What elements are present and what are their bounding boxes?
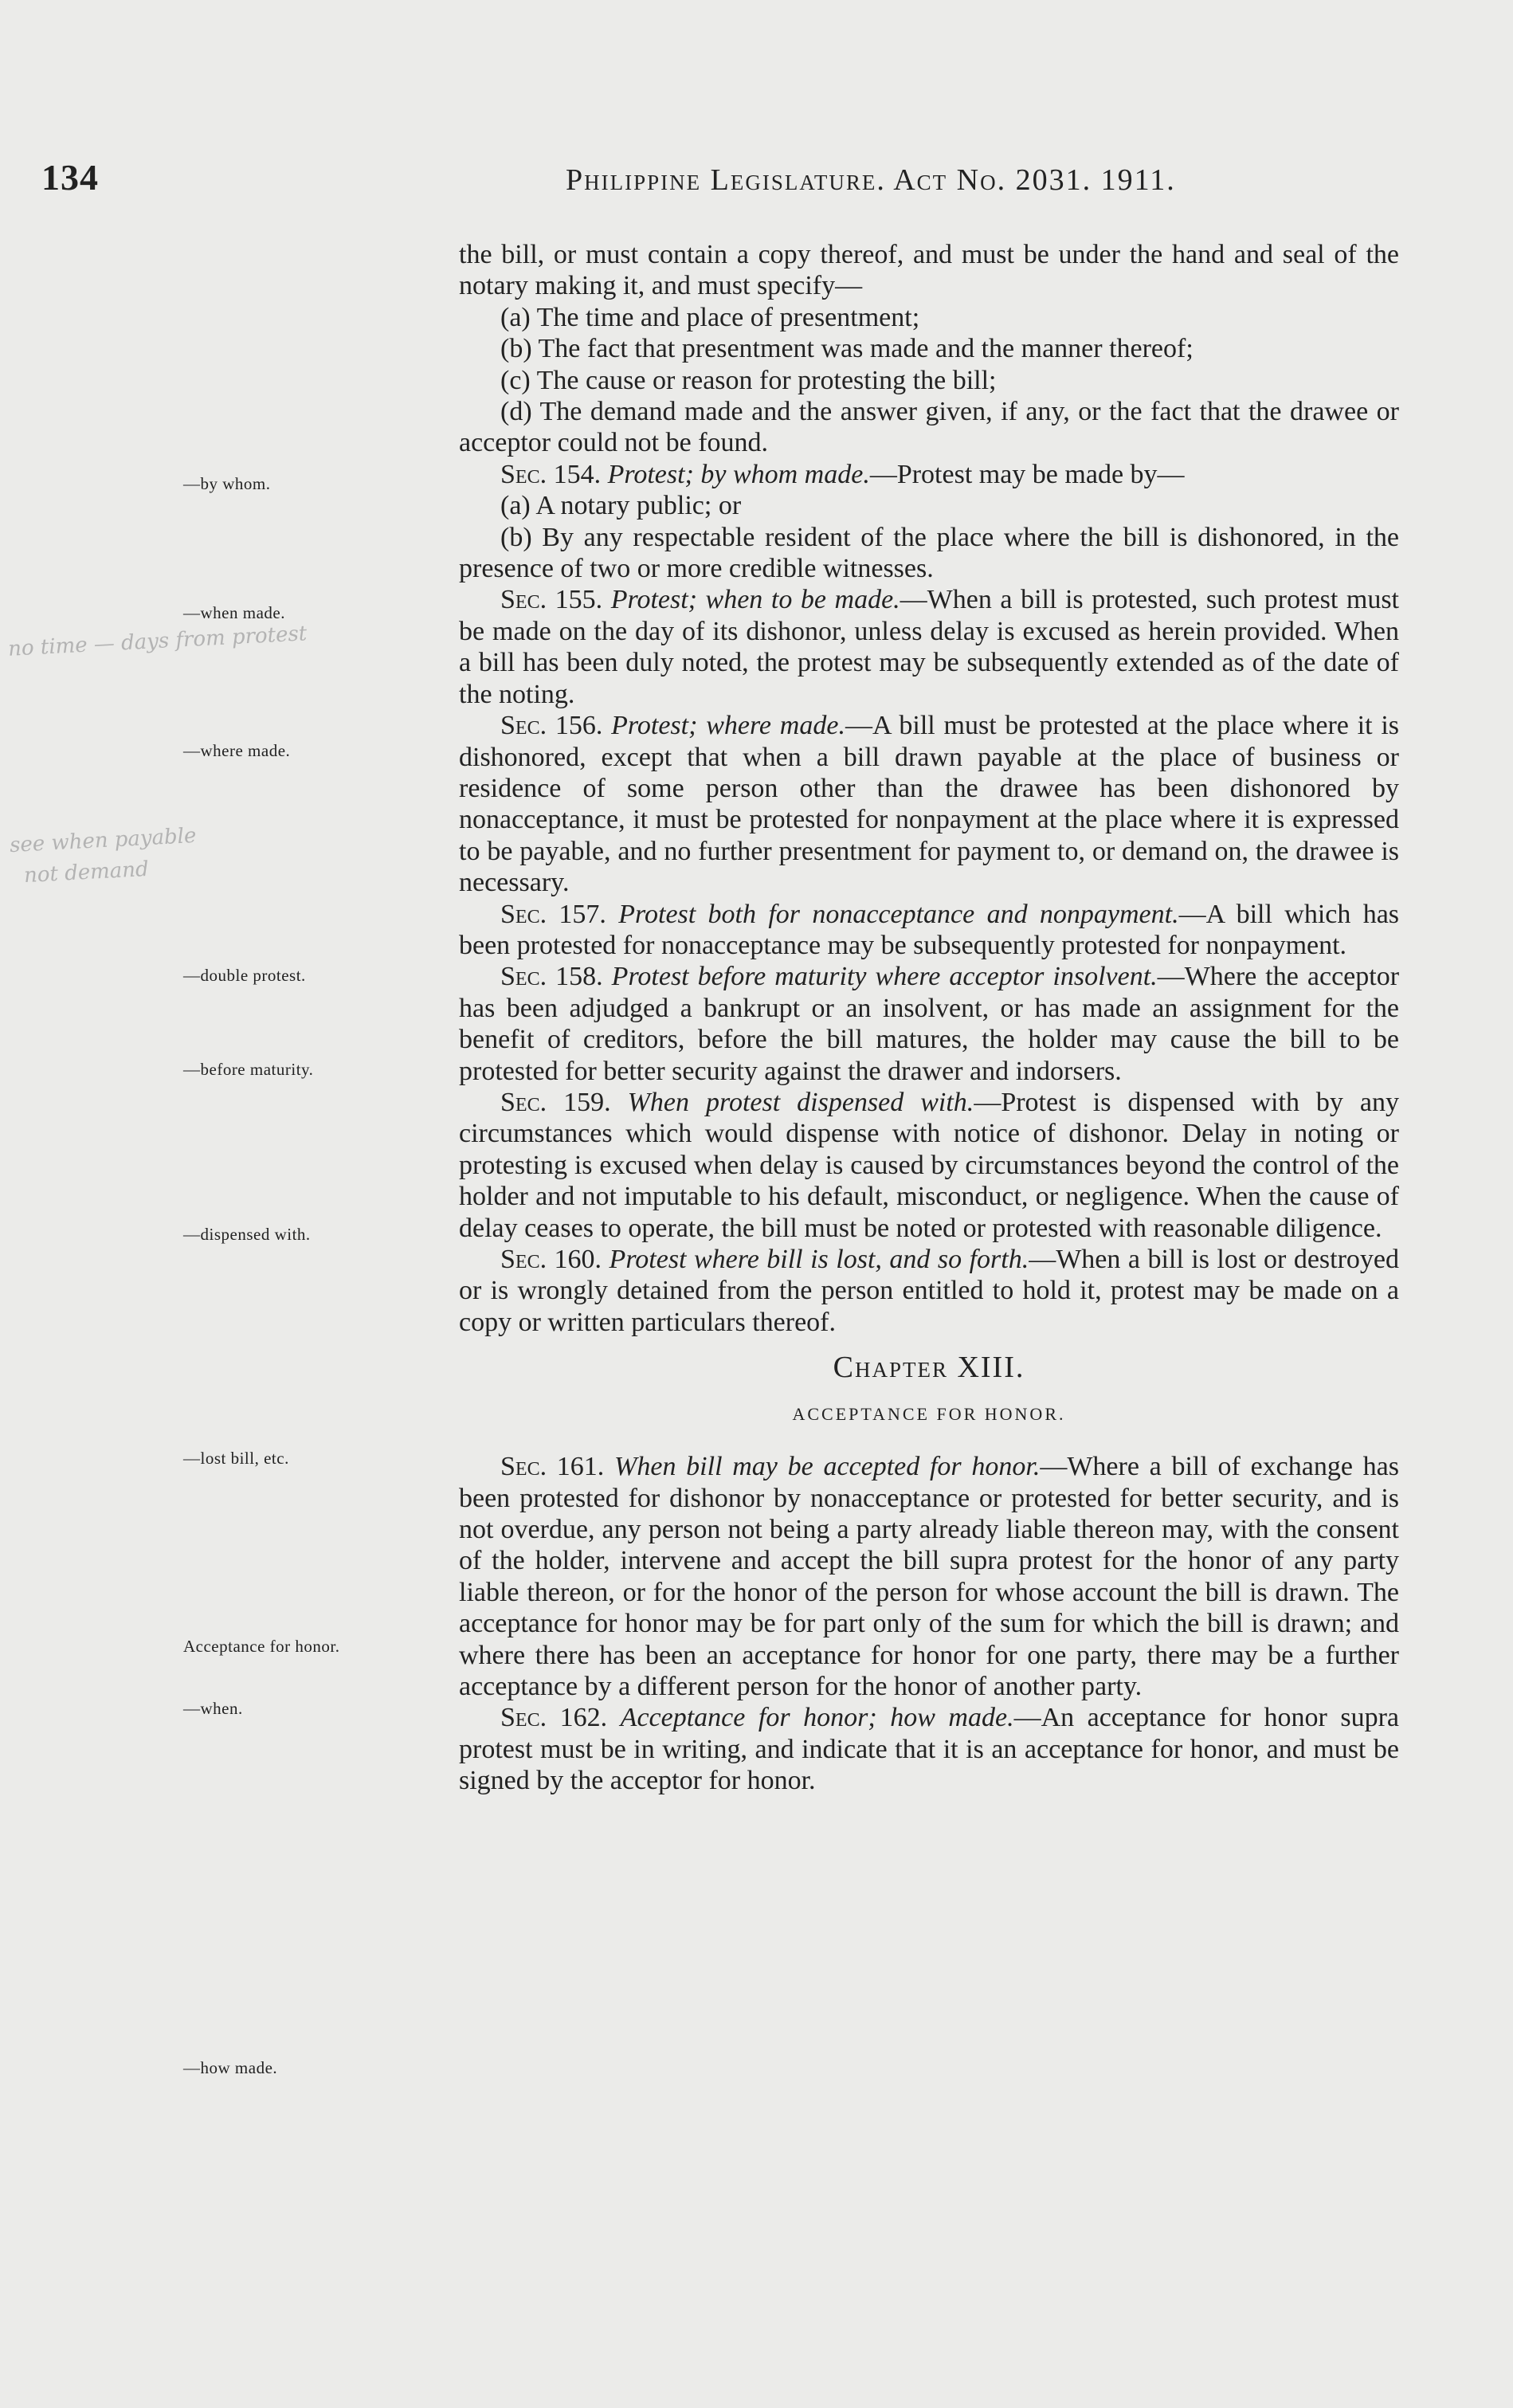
handwritten-note: no time — days from protest xyxy=(7,622,308,661)
section-160 xyxy=(459,1244,1399,1338)
section-161 xyxy=(459,1451,1399,1702)
section-text: —A bill which has been protested for nonacceptance may be subsequently protested for nonpayment. xyxy=(459,899,1400,960)
section-title: Protest both for nonacceptance and nonpayment. xyxy=(618,899,1179,929)
section-159 xyxy=(459,1087,1399,1244)
section-number: Sec. 157. xyxy=(500,899,606,929)
margin-note-where-made: —where made. xyxy=(183,741,291,760)
section-text: —Protest is dispensed with by any circumstances which would dispense with notice of dishonor. Delay in noting or protesting is excused when delay is caused by circumstances beyond the control of the holder and not imputable to his default, misconduct, or negligence. When the cause of delay ceases to operate, the bill must be noted or protested with reasonable diligence. xyxy=(459,1087,1400,1243)
margin-note-dispensed-with: —dispensed with. xyxy=(183,1225,311,1244)
section-title: When bill may be accepted for honor. xyxy=(614,1452,1041,1482)
section-text: —A bill must be protested at the place where it is dishonored, except that when a bill drawn payable at the place of business or residence of some person other than the drawee has been dishonored by nonacceptance, it must be protested for nonpayment at the place where it is expressed to be payable, and no further presentment for payment to, or demand on, the drawee is necessary. xyxy=(459,711,1400,898)
margin-note-double-protest: —double protest. xyxy=(183,966,306,985)
section-154 xyxy=(459,459,1399,490)
section-title: Protest before maturity where acceptor insolvent. xyxy=(611,962,1158,992)
list-item: (b) By any respectable resident of the place where the bill is dishonored, in the presence of two or more credible witnesses. xyxy=(459,522,1399,584)
margin-note-acceptance-for-honor: Acceptance for honor. xyxy=(183,1637,340,1656)
paragraph-continuation: the bill, or must contain a copy thereof, and must be under the hand and seal of the notary making it, and must specify— xyxy=(459,240,1399,301)
section-title: Protest; where made. xyxy=(611,711,845,741)
section-158 xyxy=(459,961,1399,1087)
handwritten-note: see when payable xyxy=(9,823,198,858)
section-number: Sec. 155. xyxy=(500,585,603,615)
section-title: When protest dispensed with. xyxy=(627,1087,974,1117)
section-162 xyxy=(459,1702,1399,1796)
body-text xyxy=(459,239,1399,1797)
handwritten-note: not demand xyxy=(23,857,150,888)
running-head: Philippine Legislature. Act No. 2031. 1911. xyxy=(566,163,1176,197)
page-number: 134 xyxy=(41,157,99,198)
list-item: (b) The fact that presentment was made and the manner thereof; xyxy=(500,334,1194,364)
margin-note-how-made: —how made. xyxy=(183,2058,278,2077)
section-text: —An acceptance for honor supra protest must be in writing, and indicate that it is an acceptance for honor, and must be signed by the acceptor for honor. xyxy=(459,1703,1400,1796)
section-number: Sec. 160. xyxy=(500,1245,602,1274)
chapter-subtitle: ACCEPTANCE FOR HONOR. xyxy=(792,1404,1066,1425)
section-number: Sec. 161. xyxy=(500,1452,605,1482)
section-text: —When a bill is lost or destroyed or is wrongly detained from the person entitled to hold it, protest may be made on a copy or written particulars thereof. xyxy=(459,1245,1400,1337)
section-title: Protest; when to be made. xyxy=(610,585,900,615)
section-number: Sec. 154. xyxy=(500,459,602,489)
section-156 xyxy=(459,710,1399,898)
section-title: Acceptance for honor; how made. xyxy=(620,1703,1014,1733)
section-number: Sec. 158. xyxy=(500,962,603,992)
section-title: Protest where bill is lost, and so forth. xyxy=(609,1245,1029,1274)
section-text: —Protest may be made by— xyxy=(869,459,1185,489)
section-text: —Where a bill of exchange has been protested for dishonor by nonacceptance or protested for better security, and is not overdue, any person not being a party already liable thereon may, with the consent of the holder, intervene and accept the bill supra protest for the honor of any party liable thereon, or for the honor of the person for whose account the bill is drawn. The acceptance for honor may be for part only of the sum for which the bill is drawn; and where there has been an acceptance for honor for one party, there may be a further acceptance by a different person for the honor of another party. xyxy=(459,1452,1400,1702)
section-157 xyxy=(459,899,1399,962)
section-title: Protest; by whom made. xyxy=(607,459,870,489)
list-item: (d) The demand made and the answer given, if any, or the fact that the drawee or acceptor could not be found. xyxy=(459,397,1399,458)
margin-note-when-made: —when made. xyxy=(183,603,285,622)
section-number: Sec. 159. xyxy=(500,1087,611,1117)
chapter-title: Chapter XIII. xyxy=(833,1351,1025,1385)
section-text: —Where the acceptor has been adjudged a bankrupt or an insolvent, or has made an assignment for the benefit of creditors, before the bill matures, the holder may cause the bill to be protested for better security against the drawer and indorsers. xyxy=(459,962,1400,1086)
section-number: Sec. 162. xyxy=(500,1703,608,1733)
margin-note-before-maturity: —before maturity. xyxy=(183,1060,314,1079)
list-item: (a) A notary public; or xyxy=(500,491,742,521)
list-item: (a) The time and place of presentment; xyxy=(500,302,920,332)
section-155 xyxy=(459,584,1399,710)
list-item: (c) The cause or reason for protesting the bill; xyxy=(500,365,997,395)
section-number: Sec. 156. xyxy=(500,711,603,741)
margin-note-by-whom: —by whom. xyxy=(183,474,271,493)
margin-note-lost-bill: —lost bill, etc. xyxy=(183,1449,289,1468)
section-text: —When a bill is protested, such protest must be made on the day of its dishonor, unless delay is excused as herein provided. When a bill has been duly noted, the protest may be subsequently extended as of the date of the noting. xyxy=(459,585,1399,709)
margin-note-when: —when. xyxy=(183,1699,243,1718)
